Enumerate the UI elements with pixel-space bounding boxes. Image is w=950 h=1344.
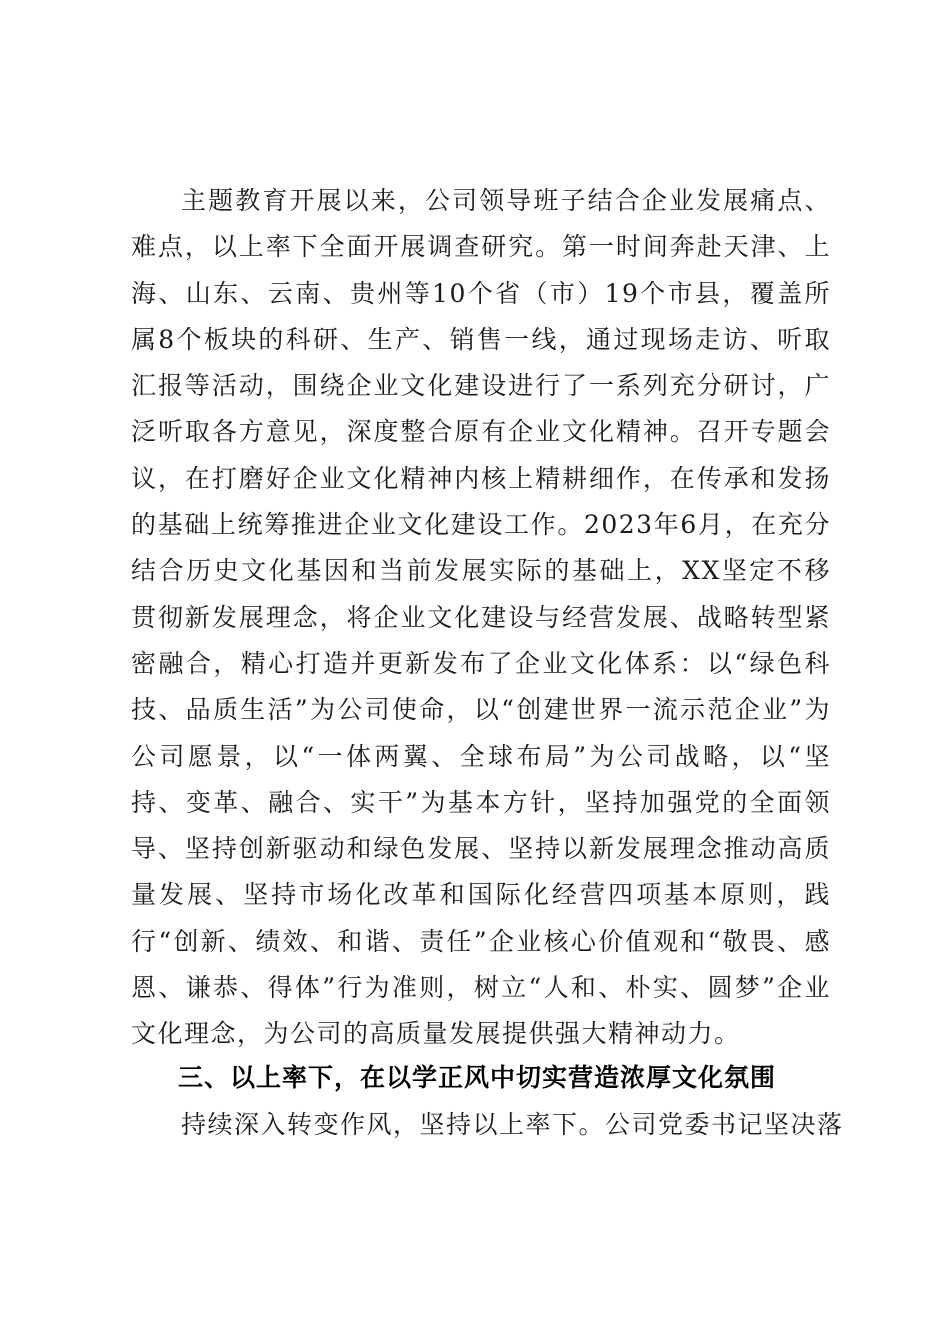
body-paragraph-2: 持续深入转变作风，坚持以上率下。公司党委书记坚决落 — [181, 1110, 844, 1139]
section-heading: 三、以上率下，在以学正风中切实营造浓厚文化氛围 — [178, 1063, 777, 1092]
body-paragraph-1: 主题教育开展以来，公司领导班子结合企业发展痛点、难点，以上率下全面开展调查研究。第一时间奔赴天津、上海、山东、云南、贵州等10个省（市）19个市县，覆盖所属8个板块的科研、生产、销售一线，通过现场走访、听取汇报等活动，围绕企业文化建设进行了一系列充分研讨，广泛听取各方意见，深度整合原有企业文化精神。召开专题会议，在打磨好企业文化精神内核上精耕细作，在传承和发扬的基础上统筹推进企业文化建设工作。2023年6月，在充分结合历史文化基因和当前发展实际的基础上，XX坚定不移贯彻新发展理念，将企业文化建设与经营发展、战略转型紧密融合，精心打造并更新发布了企业文化体系：以“绿色科技、品质生活”为公司使命，以“创建世界一流示范企业”为公司愿景，以“一体两翼、全球布局”为公司战略，以“坚持、变革、融合、实干”为基本方针，坚持加强党的全面领导、坚持创新驱动和绿色发展、坚持以新发展理念推动高质量发展、坚持市场化改革和国际化经营四项基本原则，践行“创新、绩效、和谐、责任”企业核心价值观和“敬畏、感恩、谦恭、得体”行为准则，树立“人和、朴实、圆梦”企业文化理念，为公司的高质量发展提供强大精神动力。 — [131, 186, 831, 1049]
